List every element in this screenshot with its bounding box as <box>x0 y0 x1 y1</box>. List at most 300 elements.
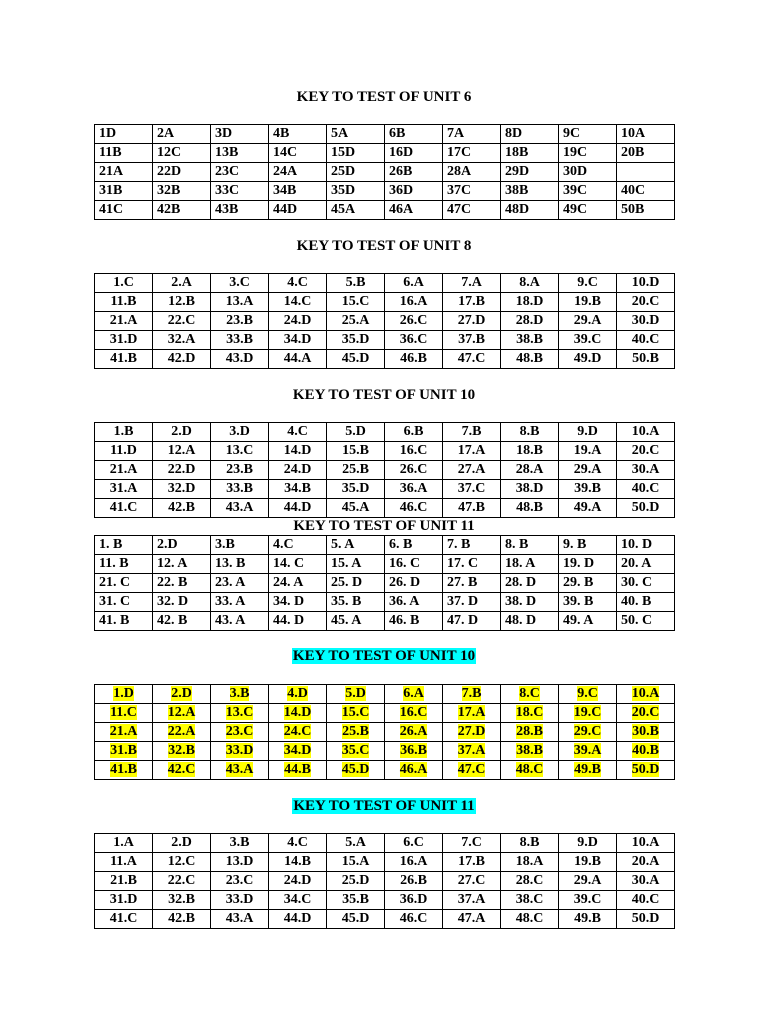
answer-cell <box>269 555 327 574</box>
answer-text: 36. A <box>389 594 420 609</box>
answer-cell <box>617 480 675 499</box>
answer-cell <box>327 723 385 742</box>
answer-row <box>95 480 675 499</box>
answer-row <box>95 853 675 872</box>
answer-cell <box>501 163 559 182</box>
answer-cell <box>95 891 153 910</box>
answer-cell <box>617 593 675 612</box>
answer-cell <box>269 163 327 182</box>
answer-text: 36.D <box>399 892 428 907</box>
answer-cell <box>617 555 675 574</box>
answer-text: 5.A <box>345 835 366 850</box>
answer-cell <box>269 723 327 742</box>
answer-cell <box>559 872 617 891</box>
answer-text: 24.C <box>283 724 312 739</box>
answer-cell <box>617 834 675 853</box>
answer-text: 48D <box>505 202 530 217</box>
answer-text: 50.D <box>631 911 660 926</box>
answer-cell <box>385 312 443 331</box>
answer-text: 38.B <box>516 743 543 758</box>
answer-text: 30.A <box>631 462 660 477</box>
answer-text: 26B <box>389 164 413 179</box>
answer-text: 11.D <box>110 443 137 458</box>
answer-text: 43B <box>215 202 239 217</box>
answer-text: 27. B <box>447 575 478 590</box>
answer-cell <box>501 312 559 331</box>
answer-text: 37.C <box>457 481 486 496</box>
answer-text: 4.C <box>287 424 308 439</box>
answer-cell <box>617 891 675 910</box>
answer-cell <box>501 555 559 574</box>
answer-cell <box>327 461 385 480</box>
answer-cell <box>385 331 443 350</box>
answer-row <box>95 704 675 723</box>
answer-cell <box>617 274 675 293</box>
answer-text: 19.A <box>573 443 602 458</box>
answer-text: 21. C <box>99 575 131 590</box>
answer-cell <box>269 274 327 293</box>
answer-cell <box>269 201 327 220</box>
answer-cell <box>327 910 385 929</box>
answer-cell <box>153 274 211 293</box>
answer-cell <box>385 293 443 312</box>
answer-text: 41. B <box>99 613 130 628</box>
answer-text: 31.A <box>109 481 138 496</box>
answer-text: 3.B <box>215 537 235 552</box>
answer-text: 28.B <box>516 724 543 739</box>
answer-cell <box>385 872 443 891</box>
answer-text: 32.B <box>168 892 195 907</box>
answer-cell <box>443 761 501 780</box>
answer-cell <box>559 853 617 872</box>
answer-cell <box>153 910 211 929</box>
answer-row <box>95 872 675 891</box>
answer-cell <box>153 331 211 350</box>
answer-cell <box>501 574 559 593</box>
answer-text: 31.D <box>109 892 138 907</box>
answer-text: 18. A <box>505 556 536 571</box>
answer-cell <box>269 612 327 631</box>
answer-cell <box>153 350 211 369</box>
answer-text: 12.C <box>167 854 196 869</box>
answer-cell <box>385 574 443 593</box>
answer-text: 9.D <box>577 835 598 850</box>
answer-cell <box>385 834 443 853</box>
answer-cell <box>327 163 385 182</box>
answer-cell <box>211 461 269 480</box>
answer-cell <box>443 144 501 163</box>
answer-cell <box>559 182 617 201</box>
answer-row <box>95 163 675 182</box>
answer-text: 28.C <box>515 873 544 888</box>
answer-text: 40C <box>621 183 646 198</box>
answer-cell <box>385 891 443 910</box>
answer-cell <box>153 834 211 853</box>
answer-cell <box>501 536 559 555</box>
answer-cell <box>269 742 327 761</box>
answer-text: 8D <box>505 126 523 141</box>
answer-text: 41.C <box>109 911 138 926</box>
answer-cell <box>501 834 559 853</box>
answer-text: 20. A <box>621 556 652 571</box>
answer-text: 4B <box>273 126 290 141</box>
answer-text: 41.C <box>109 500 138 515</box>
answer-row <box>95 125 675 144</box>
answer-text: 19.C <box>573 705 602 720</box>
answer-text: 1.B <box>113 424 134 439</box>
answer-text: 45.D <box>341 911 370 926</box>
answer-cell <box>153 144 211 163</box>
answer-text: 26.A <box>399 724 428 739</box>
answer-text: 46.B <box>400 351 427 366</box>
answer-cell <box>327 331 385 350</box>
answer-row <box>95 144 675 163</box>
answer-table-unit-10 <box>94 422 675 518</box>
answer-text: 2.D <box>157 537 178 552</box>
answer-text: 26.B <box>400 873 427 888</box>
answer-text: 22.A <box>167 724 196 739</box>
answer-cell <box>211 704 269 723</box>
answer-text: 22. B <box>157 575 188 590</box>
answer-cell <box>211 872 269 891</box>
answer-cell <box>617 182 675 201</box>
answer-cell <box>559 461 617 480</box>
answer-cell <box>327 555 385 574</box>
answer-text: 11.A <box>110 854 137 869</box>
answer-cell <box>617 331 675 350</box>
answer-text: 47.C <box>457 762 486 777</box>
answer-cell <box>269 312 327 331</box>
answer-text: 43.A <box>225 762 254 777</box>
answer-cell <box>327 593 385 612</box>
answer-text: 4.C <box>287 835 308 850</box>
answer-text: 21.B <box>110 873 137 888</box>
answer-cell <box>211 163 269 182</box>
answer-text: 41.B <box>110 351 137 366</box>
answer-text: 3.D <box>229 424 250 439</box>
answer-cell <box>443 612 501 631</box>
answer-text: 24.D <box>283 873 312 888</box>
answer-text: 9C <box>563 126 581 141</box>
answer-cell <box>153 872 211 891</box>
answer-text: 47.C <box>457 351 486 366</box>
answer-cell <box>559 350 617 369</box>
answer-text: 18.A <box>515 854 544 869</box>
answer-cell <box>501 742 559 761</box>
answer-text: 19C <box>563 145 588 160</box>
answer-text: 38.C <box>515 892 544 907</box>
answer-cell <box>501 125 559 144</box>
answer-cell <box>385 761 443 780</box>
answer-text: 9.D <box>577 424 598 439</box>
answer-cell <box>327 704 385 723</box>
answer-cell <box>443 163 501 182</box>
answer-text: 28. D <box>505 575 537 590</box>
answer-text: 12.B <box>168 294 195 309</box>
answer-cell <box>501 331 559 350</box>
answer-text: 13.C <box>225 443 254 458</box>
answer-cell <box>95 910 153 929</box>
answer-cell <box>269 834 327 853</box>
answer-cell <box>153 499 211 518</box>
answer-cell <box>443 853 501 872</box>
answer-cell <box>443 685 501 704</box>
answer-cell <box>327 423 385 442</box>
answer-text: 33.D <box>225 743 254 758</box>
answer-text: 17C <box>447 145 472 160</box>
answer-text: 25.D <box>341 873 370 888</box>
answer-row <box>95 574 675 593</box>
answer-text: 33.D <box>225 892 254 907</box>
answer-cell <box>327 574 385 593</box>
answer-cell <box>269 442 327 461</box>
answer-cell <box>443 593 501 612</box>
answer-cell <box>443 536 501 555</box>
answer-cell <box>559 910 617 929</box>
answer-text: 37. D <box>447 594 479 609</box>
answer-row <box>95 723 675 742</box>
answer-text: 27.D <box>457 724 486 739</box>
answer-text: 42.C <box>167 762 196 777</box>
answer-row <box>95 461 675 480</box>
answer-cell <box>95 480 153 499</box>
answer-text: 19.B <box>574 294 601 309</box>
answer-row <box>95 499 675 518</box>
answer-text: 29.A <box>573 462 602 477</box>
answer-text: 27.D <box>457 313 486 328</box>
answer-table-unit-6 <box>94 124 675 220</box>
answer-text: 3.C <box>229 275 250 290</box>
answer-cell <box>95 593 153 612</box>
answer-row <box>95 423 675 442</box>
answer-text: 10.D <box>631 275 660 290</box>
answer-cell <box>269 293 327 312</box>
answer-text: 30. C <box>621 575 653 590</box>
answer-text: 4.C <box>273 537 294 552</box>
answer-cell <box>153 423 211 442</box>
section-title-unit-6: KEY TO TEST OF UNIT 6 <box>296 89 472 105</box>
answer-row <box>95 274 675 293</box>
answer-cell <box>95 461 153 480</box>
answer-text: 14.D <box>283 443 312 458</box>
answer-cell <box>617 350 675 369</box>
answer-cell <box>327 536 385 555</box>
answer-text: 30.D <box>631 313 660 328</box>
answer-cell <box>617 201 675 220</box>
answer-cell <box>211 910 269 929</box>
answer-text: 39.C <box>573 892 602 907</box>
answer-text: 43.A <box>225 500 254 515</box>
answer-text: 32B <box>157 183 181 198</box>
answer-text: 35D <box>331 183 356 198</box>
answer-row <box>95 834 675 853</box>
answer-text: 22.C <box>167 873 196 888</box>
answer-text: 15.A <box>341 854 370 869</box>
answer-text: 23.C <box>225 724 254 739</box>
answer-cell <box>617 125 675 144</box>
answer-text: 34.D <box>283 743 312 758</box>
answer-text: 49.A <box>573 500 602 515</box>
answer-row <box>95 312 675 331</box>
answer-text: 10.A <box>631 686 660 701</box>
answer-text: 49C <box>563 202 588 217</box>
answer-cell <box>559 685 617 704</box>
answer-cell <box>617 499 675 518</box>
answer-cell <box>559 274 617 293</box>
answer-text: 16.A <box>399 854 428 869</box>
answer-text: 5. A <box>331 537 355 552</box>
answer-row <box>95 685 675 704</box>
answer-row <box>95 350 675 369</box>
answer-cell <box>327 442 385 461</box>
answer-cell <box>443 331 501 350</box>
answer-cell <box>95 499 153 518</box>
answer-cell <box>95 144 153 163</box>
answer-text: 9.C <box>577 686 598 701</box>
answer-text: 26. D <box>389 575 421 590</box>
answer-cell <box>559 144 617 163</box>
answer-text: 12. A <box>157 556 188 571</box>
answer-text: 1.A <box>113 835 134 850</box>
answer-text: 46. B <box>389 613 420 628</box>
answer-text: 37.A <box>457 743 486 758</box>
answer-cell <box>385 536 443 555</box>
answer-text: 25D <box>331 164 356 179</box>
answer-text: 6. B <box>389 537 413 552</box>
answer-cell <box>385 723 443 742</box>
answer-cell <box>385 125 443 144</box>
answer-text: 11.C <box>110 705 137 720</box>
answer-cell <box>211 312 269 331</box>
answer-text: 44.B <box>284 762 311 777</box>
answer-cell <box>211 274 269 293</box>
answer-cell <box>269 182 327 201</box>
answer-row <box>95 555 675 574</box>
answer-cell <box>501 761 559 780</box>
answer-cell <box>95 201 153 220</box>
answer-cell <box>327 499 385 518</box>
answer-cell <box>617 910 675 929</box>
answer-text: 30.B <box>632 724 659 739</box>
answer-text: 48. D <box>505 613 537 628</box>
answer-text: 39.A <box>573 743 602 758</box>
answer-cell <box>269 761 327 780</box>
answer-text: 6.A <box>403 275 424 290</box>
answer-text: 26.C <box>399 462 428 477</box>
answer-cell <box>385 555 443 574</box>
answer-text: 33.B <box>226 481 253 496</box>
answer-text: 29.A <box>573 313 602 328</box>
answer-text: 50.D <box>631 500 660 515</box>
answer-cell <box>327 144 385 163</box>
answer-cell <box>617 872 675 891</box>
answer-cell <box>153 742 211 761</box>
answer-text: 1. B <box>99 537 123 552</box>
answer-text: 19. D <box>563 556 595 571</box>
answer-text: 6B <box>389 126 406 141</box>
section-title-unit-10-highlighted: KEY TO TEST OF UNIT 10 <box>292 648 476 664</box>
answer-cell <box>501 442 559 461</box>
answer-cell <box>211 593 269 612</box>
answer-cell <box>327 312 385 331</box>
answer-cell <box>617 461 675 480</box>
answer-cell <box>559 723 617 742</box>
answer-text: 30D <box>563 164 588 179</box>
answer-text: 8.A <box>519 275 540 290</box>
answer-text: 38. D <box>505 594 537 609</box>
answer-cell <box>269 350 327 369</box>
answer-cell <box>269 685 327 704</box>
answer-text: 40.C <box>631 481 660 496</box>
answer-row <box>95 593 675 612</box>
answer-cell <box>153 853 211 872</box>
answer-cell <box>95 742 153 761</box>
answer-text: 20B <box>621 145 645 160</box>
answer-cell <box>269 872 327 891</box>
answer-cell <box>269 144 327 163</box>
answer-row <box>95 293 675 312</box>
answer-cell <box>95 536 153 555</box>
answer-cell <box>385 685 443 704</box>
answer-cell <box>559 293 617 312</box>
answer-cell <box>327 853 385 872</box>
answer-cell <box>385 274 443 293</box>
answer-text: 47.A <box>457 911 486 926</box>
answer-cell <box>153 685 211 704</box>
answer-cell <box>153 612 211 631</box>
answer-text: 28.D <box>515 313 544 328</box>
answer-text: 23.C <box>225 873 254 888</box>
answer-text: 11. B <box>99 556 129 571</box>
answer-cell <box>385 201 443 220</box>
answer-cell <box>95 331 153 350</box>
answer-text: 24A <box>273 164 298 179</box>
answer-text: 33.B <box>226 332 253 347</box>
answer-cell <box>617 163 675 182</box>
answer-cell <box>211 536 269 555</box>
answer-cell <box>269 499 327 518</box>
answer-text: 49.D <box>573 351 602 366</box>
answer-text: 23C <box>215 164 240 179</box>
answer-cell <box>617 312 675 331</box>
answer-cell <box>95 574 153 593</box>
answer-cell <box>501 480 559 499</box>
answer-cell <box>211 182 269 201</box>
answer-text: 27.A <box>457 462 486 477</box>
answer-text: 21.A <box>109 462 138 477</box>
answer-cell <box>385 704 443 723</box>
answer-text: 34.C <box>283 892 312 907</box>
answer-text: 13B <box>215 145 239 160</box>
answer-cell <box>617 442 675 461</box>
answer-cell <box>211 742 269 761</box>
answer-text: 17.A <box>457 705 486 720</box>
answer-text: 8.B <box>519 835 540 850</box>
answer-text: 50. C <box>621 613 653 628</box>
answer-text: 40.B <box>632 743 659 758</box>
answer-text: 9. B <box>563 537 587 552</box>
answer-text: 21.A <box>109 724 138 739</box>
answer-table-unit-11 <box>94 535 675 631</box>
answer-text: 34B <box>273 183 297 198</box>
answer-text: 44. D <box>273 613 305 628</box>
answer-cell <box>617 574 675 593</box>
answer-cell <box>443 574 501 593</box>
answer-cell <box>211 423 269 442</box>
answer-text: 41C <box>99 202 124 217</box>
answer-row <box>95 331 675 350</box>
answer-text: 3.B <box>229 686 250 701</box>
